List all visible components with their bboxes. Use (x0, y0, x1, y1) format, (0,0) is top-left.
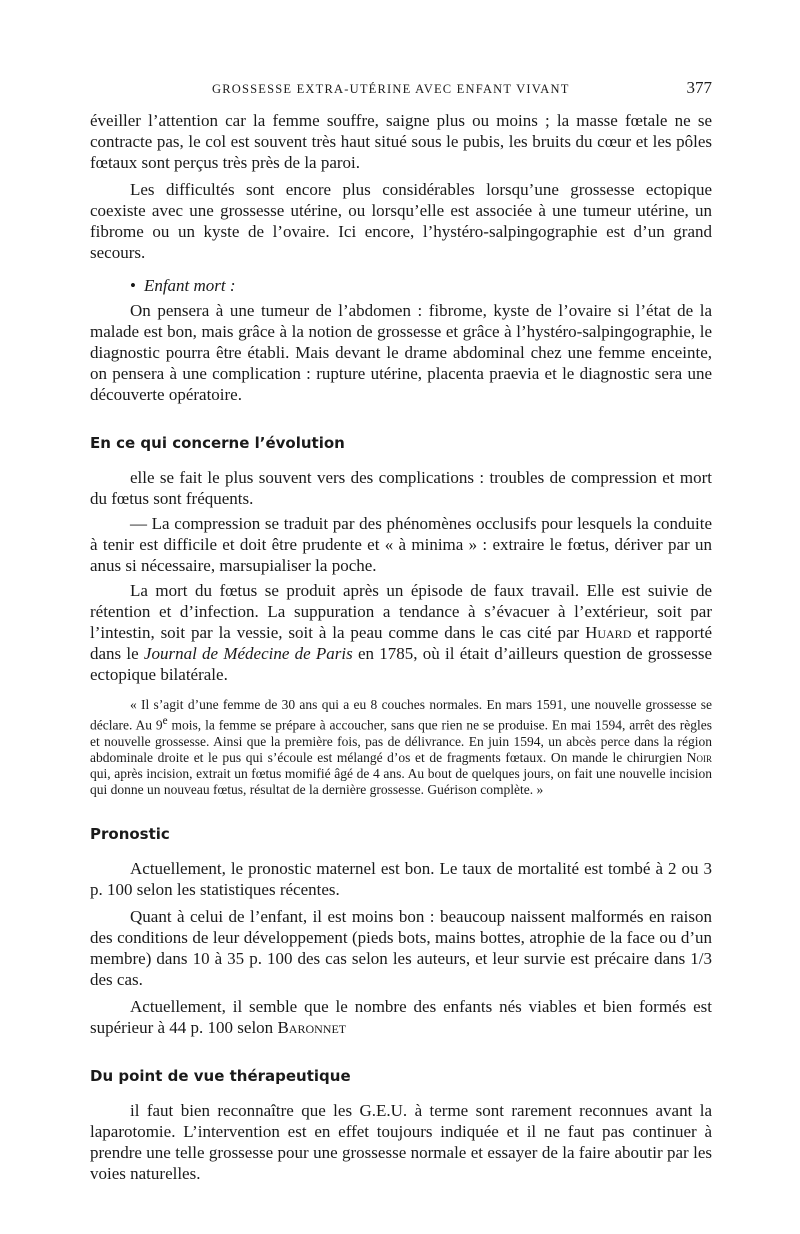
pronostic-paragraph-3 (90, 996, 712, 1038)
intro-paragraph-2: Les difficultés sont encore plus considérables lorsqu’une grossesse ectopique coexiste avec une grossesse utérine, ou lorsqu’elle est associée à une tumeur utérine, un fibrome ou un kyste de l’ovaire. Ici encore, l’hystéro-salpingographie est d’un grand secours. (90, 180, 712, 262)
journal-title: Journal de Médecine de Paris (143, 644, 353, 663)
enfant-mort-paragraph: On pensera à une tumeur de l’abdomen : fibrome, kyste de l’ovaire si l’état de la malade est bon, mais grâce à la notion de grossesse et grâce à l’hystéro-salpingographie, le diagnostic pourra être établi. Mais devant le drame abdominal chez une femme enceinte, on pensera à une complication : rupture utérine, placenta praevia et le diagnostic sera une découverte opératoire. (90, 301, 712, 404)
pronostic-paragraph-1: Actuellement, le pronostic maternel est bon. Le taux de mortalité est tombé à 2 ou 3 p. 100 selon les statistiques récentes. (90, 858, 712, 899)
author-baronnet: Baronnet (277, 1017, 347, 1037)
pronostic-p3-start: Actuellement, il semble que le nombre des enfants nés viables et bien formés est supérieur à 44 p. 100 selon (90, 996, 712, 1037)
quote-superscript: e (162, 715, 168, 727)
surgeon-name: Noir (686, 749, 713, 765)
quote-start: « Il s’agit d’une femme de 30 ans qui a eu 8 couches normales. En mars 1591, une nouvelle grossesse se déclare. Au 9 (90, 697, 712, 733)
quote-mid: mois, la femme se prépare à accoucher, sans que rien ne se produise. En mai 1594, arrêt des règles et nouvelle grossesse. Ainsi que la première fois, pas de délivrance. En juin 1594, un abcès perce dans la région abdominale droite et le pus qui s’écoule est mélangé d’os et de fragments fœtaux. On mande le chirurgien (90, 717, 712, 765)
evolution-paragraph-3 (90, 580, 712, 685)
therapeutique-paragraph: il faut bien reconnaître que les G.E.U. à terme sont rarement reconnues avant la laparotomie. L’intervention est en effet toujours indiquée et il ne faut pas continuer à prendre une telle grossesse pour une grossesse normale et essayer de la faire aboutir par les voies naturelles. (90, 1100, 712, 1183)
enfant-mort-subheading (130, 275, 712, 296)
therapeutique-heading: Du point de vue thérapeutique (90, 1066, 351, 1085)
page-number: 377 (686, 78, 712, 97)
book-page (90, 74, 712, 1184)
running-header (90, 74, 712, 100)
evolution-paragraph-2: — La compression se traduit par des phénomènes occlusifs pour lesquels la conduite à tenir est difficile et doit être prudente et « à minima » : extraire le fœtus, dériver par un anus si nécessaire, marsupialiser la poche. (90, 514, 712, 575)
evolution-paragraph-1: elle se fait le plus souvent vers des complications : troubles de compression et mort du fœtus sont fréquents. (90, 468, 712, 508)
pronostic-paragraph-2: Quant à celui de l’enfant, il est moins bon : beaucoup naissent malformés en raison des conditions de leur développement (pieds bots, mains bottes, atrophie de la face ou d’un membre) dans 10 à 35 p. 100 des cas selon les auteurs, et leur survie est précaire dans 1/3 des cas. (90, 906, 712, 989)
author-huard: Huard (585, 623, 632, 642)
evolution-p3-mid: et rapporté dans le (90, 623, 713, 663)
bullet-icon: • (130, 276, 136, 295)
quotation-text (90, 697, 712, 798)
running-title: GROSSESSE EXTRA-UTÉRINE AVEC ENFANT VIVANT (212, 82, 570, 96)
case-quotation (90, 697, 712, 798)
intro-paragraph-1: éveiller l’attention car la femme souffre, saigne plus ou moins ; la masse fœtale ne se contracte pas, le col est souvent très haut situé sous le pubis, les bruits du cœur et les pôles fœtaux sont perçus très près de la paroi. (90, 111, 712, 172)
quote-end: qui, après incision, extrait un fœtus momifié âgé de 4 ans. Au bout de quelques jours, on fait une nouvelle incision qui donne un nouveau fœtus, résultat de la dernière grossesse. Guérison complète. » (90, 765, 712, 797)
pronostic-heading: Pronostic (90, 824, 170, 843)
evolution-p3-start: La mort du fœtus se produit après un épisode de faux travail. Elle est suivie de rétention et d’infection. La suppuration a tendance à s’évacuer à l’extérieur, soit par l’intestin, soit par la vessie, soit à la peau comme dans le cas cité par (90, 581, 712, 642)
evolution-heading: En ce qui concerne l’évolution (90, 434, 345, 452)
enfant-mort-label: Enfant mort : (143, 276, 236, 295)
evolution-p3-end: en 1785, où il était d’ailleurs question de grossesse ectopique bilatérale. (90, 644, 713, 684)
